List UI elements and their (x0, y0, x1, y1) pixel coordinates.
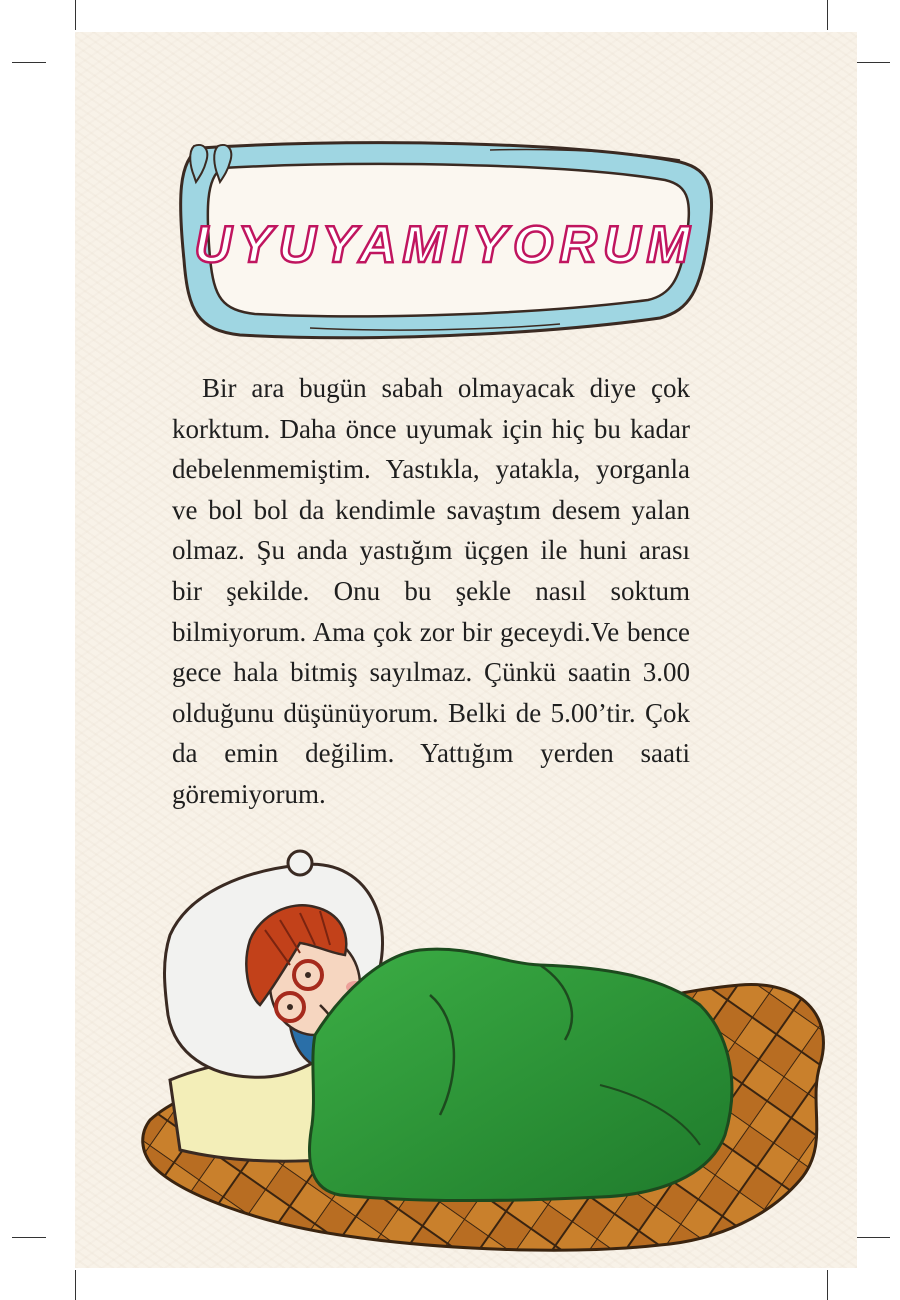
crop-mark-bottom-left-v (75, 1270, 76, 1300)
crop-mark-top-right-h (856, 62, 890, 63)
crop-mark-top-right-v (827, 0, 828, 30)
crop-mark-bottom-left-h (12, 1237, 46, 1238)
crop-mark-top-left-h (12, 62, 46, 63)
story-paragraph: Bir ara bugün sabah olmayacak diye çok korktum. Daha önce uyumak için hiç bu kadar debelenmemiştim. Yastıkla, yatakla, yorganla ve bol bol da kendimle savaştım desem yalan olmaz. Şu anda yastığım üçgen ile huni arası bir şekilde. Onu bu şekle nasıl soktum bilmiyorum. Ama çok zor bir geceydi.Ve bence gece hala bitmiş sayılmaz. Çünkü saatin 3.00 olduğunu düşünüyorum. Belki de 5.00’tir. Çok da emin değilim. Yattığım yerden saati göremiyorum. (172, 373, 690, 809)
boy-in-bed-illustration (140, 845, 840, 1265)
crop-mark-bottom-right-v (827, 1270, 828, 1300)
crop-mark-top-left-v (75, 0, 76, 30)
page-title: UYUYAMIYORUM (194, 216, 696, 274)
crop-mark-bottom-right-h (856, 1237, 890, 1238)
green-blanket (309, 949, 731, 1200)
quotation-marks-icon (188, 140, 240, 192)
